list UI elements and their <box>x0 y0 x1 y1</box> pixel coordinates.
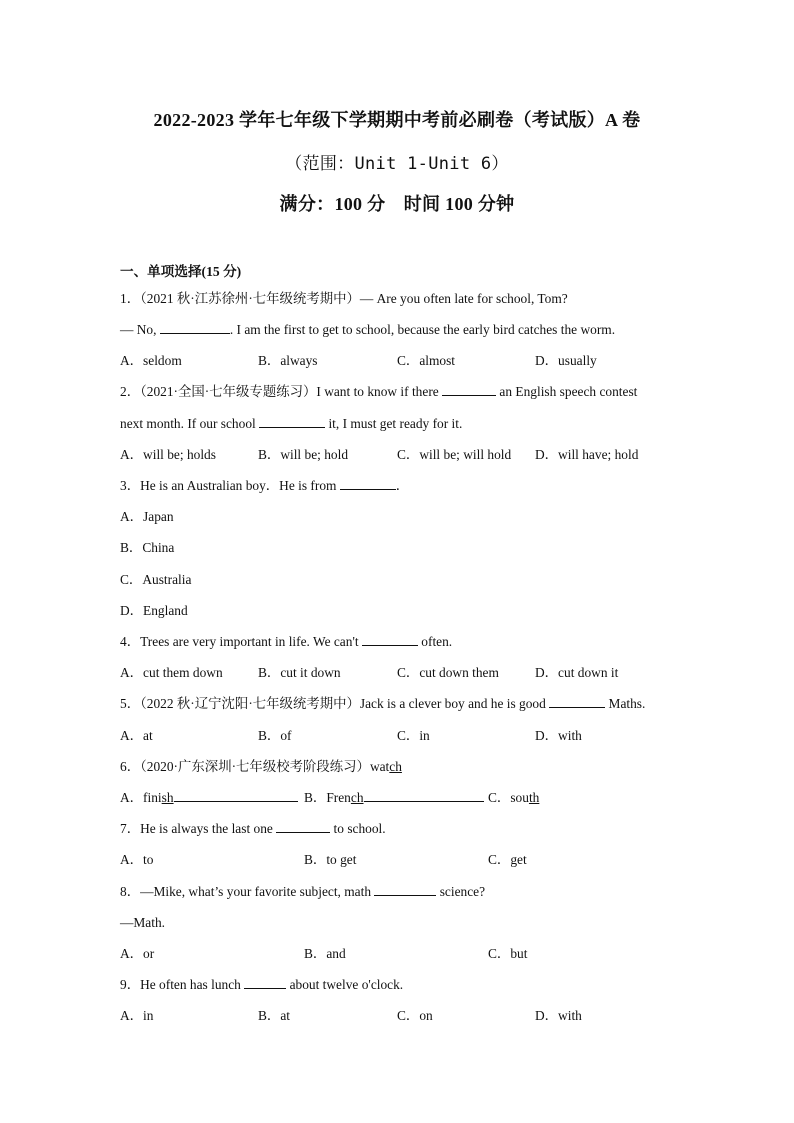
answer-blank[interactable] <box>362 633 418 646</box>
q3-option-b[interactable]: B．China <box>120 540 175 555</box>
answer-blank[interactable] <box>259 415 325 428</box>
q2-option-c[interactable]: C．will be; will hold <box>397 447 512 462</box>
question-3-stem: 3．He is an Australian boy．He is from ． <box>120 478 410 493</box>
q3-option-d[interactable]: D．England <box>120 603 188 618</box>
q9-option-d[interactable]: D．with <box>535 1008 582 1023</box>
section-title: 一、单项选择(15 分) <box>120 264 242 279</box>
question-4-stem: 4．Trees are very important in life. We can't often. <box>120 634 453 649</box>
q9-option-b[interactable]: B．at <box>258 1008 290 1023</box>
question-5-stem: 5．（2022 秋·辽宁沈阳·七年级统考期中）Jack is a clever boy and he is good Maths. <box>120 696 646 711</box>
q5-option-a[interactable]: A．at <box>120 728 153 743</box>
q5-option-d[interactable]: D．with <box>535 728 582 743</box>
q8-option-a[interactable]: A．or <box>120 946 155 961</box>
answer-blank[interactable] <box>549 695 605 708</box>
q8-option-b[interactable]: B．and <box>304 946 346 961</box>
answer-blank[interactable] <box>244 976 286 989</box>
q9-option-c[interactable]: C．on <box>397 1008 433 1023</box>
q4-option-c[interactable]: C．cut down them <box>397 665 499 680</box>
q5-option-b[interactable]: B．of <box>258 728 292 743</box>
q4-option-a[interactable]: A．cut them down <box>120 665 223 680</box>
q6-option-a[interactable]: A．finish <box>120 789 298 807</box>
q7-option-c[interactable]: C．get <box>488 852 527 867</box>
question-2-line2: next month. If our school it, I must get ready for it. <box>120 416 463 431</box>
q1-option-b[interactable]: B．always <box>258 353 318 368</box>
q1-option-a[interactable]: A．seldom <box>120 353 182 368</box>
answer-blank[interactable] <box>276 820 330 833</box>
q4-option-d[interactable]: D．cut down it <box>535 665 619 680</box>
q7-option-b[interactable]: B．to get <box>304 852 357 867</box>
exam-score-time: 满分：100 分 时间 100 分钟 <box>279 194 515 214</box>
exam-scope: （范围：Unit 1-Unit 6） <box>285 154 509 174</box>
q5-option-c[interactable]: C．in <box>397 728 430 743</box>
q6-option-b[interactable]: B．French <box>304 789 484 807</box>
question-1-stem: 1．（2021 秋·江苏徐州·七年级统考期中）— Are you often late for school, Tom? <box>120 291 568 306</box>
answer-blank[interactable] <box>340 477 396 490</box>
q2-option-d[interactable]: D．will have; hold <box>535 447 639 462</box>
q9-option-a[interactable]: A．in <box>120 1008 154 1023</box>
answer-blank[interactable] <box>374 883 436 896</box>
exam-title: 2022-2023 学年七年级下学期期中考前必刷卷（考试版）A 卷 <box>153 110 641 130</box>
q2-option-a[interactable]: A．will be; holds <box>120 447 216 462</box>
question-8-line2: —Math. <box>120 915 166 930</box>
q1-option-d[interactable]: D．usually <box>535 353 597 368</box>
q3-option-c[interactable]: C．Australia <box>120 572 192 587</box>
question-1-line2: — No, . I am the first to get to school, because the early bird catches the worm. <box>120 322 616 337</box>
option-underline <box>364 789 484 802</box>
question-6-stem: 6．（2020·广东深圳·七年级校考阶段练习）watch <box>120 759 402 774</box>
q2-option-b[interactable]: B．will be; hold <box>258 447 349 462</box>
question-8-stem: 8．—Mike, what’s your favorite subject, math science? <box>120 884 486 899</box>
q1-option-c[interactable]: C．almost <box>397 353 456 368</box>
q7-option-a[interactable]: A．to <box>120 852 154 867</box>
question-7-stem: 7．He is always the last one to school. <box>120 821 386 836</box>
q3-option-a[interactable]: A．Japan <box>120 509 174 524</box>
q8-option-c[interactable]: C．but <box>488 946 528 961</box>
option-underline <box>174 789 298 802</box>
answer-blank[interactable] <box>442 383 496 396</box>
question-9-stem: 9．He often has lunch about twelve o'clock. <box>120 977 404 992</box>
answer-blank[interactable] <box>160 321 230 334</box>
q6-option-c[interactable]: C．south <box>488 790 540 805</box>
q4-option-b[interactable]: B．cut it down <box>258 665 341 680</box>
question-2-stem: 2．（2021·全国·七年级专题练习）I want to know if there an English speech contest <box>120 384 638 399</box>
